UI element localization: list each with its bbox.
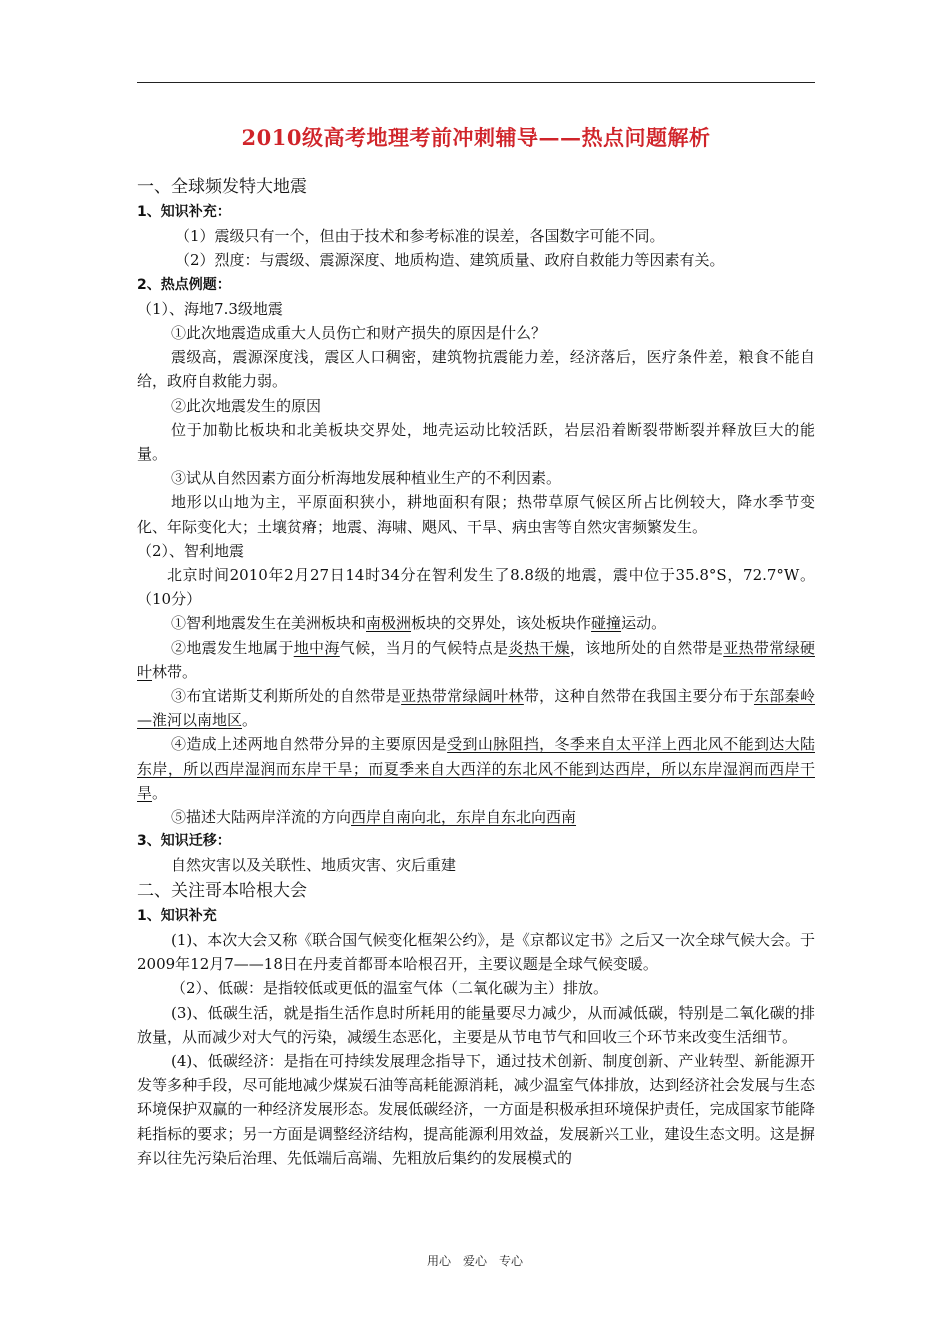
example-1-title: （1）、海地7.3级地震 [137,299,283,318]
footer-text-1: 用心 [426,1254,451,1268]
header-rule [137,82,815,83]
example-2-item-1: ①智利地震发生在美洲板块和南极洲板块的交界处，该处板块作碰撞运动。 [171,614,667,633]
example-2-item-4: ④造成上述两地自然带分异的主要原因是受到山脉阻挡，冬季来自太平洋上西北风不能到达大陆东岸，所以西岸湿润而东岸干旱；而夏季来自大西洋的东北风不能到达西岸，所以东岸湿润而西岸干旱。 [137,735,815,802]
answer-blank: 亚热带常绿阔叶林 [401,687,524,706]
example-1-question-3: ③试从自然因素方面分析海地发展种植业生产的不利因素。 [171,469,562,488]
example-1-answer-1: 震级高，震源深度浅，震区人口稠密，建筑物抗震能力差，经济落后，医疗条件差，粮食不能自给，政府自救能力弱。 [137,348,815,391]
s1-knowledge-item-1: （1）震级只有一个，但由于技术和参考标准的误差，各国数字可能不同。 [175,227,665,246]
example-2-item-2: ②地震发生地属于地中海气候，当月的气候特点是炎热干燥，该地所处的自然带是亚热带常绿硬叶林带。 [137,638,815,681]
example-2-item-3: ③布宜诺斯艾利斯所处的自然带是亚热带常绿阔叶林带，这种自然带在我国主要分布于东部秦岭—淮河以南地区。 [137,687,815,730]
s1-transfer-heading: 3、知识迁移： [137,833,231,850]
page-title: 2010级高考地理考前冲刺辅导——热点问题解析 [241,125,711,150]
example-1-question-2: ②此次地震发生的原因 [171,396,322,415]
example-2-title: （2）、智利地震 [137,541,245,560]
answer-blank: 地中海 [293,638,340,657]
section-1-heading: 一、全球频发特大地震 [137,177,307,197]
example-2-item-5: ⑤描述大陆两岸洋流的方向西岸自南向北，东岸自东北向西南 [171,808,577,827]
answer-blank: 南极洲 [366,614,412,633]
footer-text-3: 专心 [499,1254,524,1268]
s1-knowledge-heading: 1、知识补充： [137,204,231,220]
section-2-heading: 二、关注哥本哈根大会 [137,880,307,901]
page-footer [0,1252,950,1269]
s2-paragraph-4: (4)、低碳经济：是指在可持续发展理念指导下，通过技术创新、制度创新、产业转型、新能源开发等多种手段，尽可能地减少煤炭石油等高耗能源消耗，减少温室气体排放，达到经济社会发展与生态环境保护双赢的一种经济发展形态。发展低碳经济，一方面是积极承担环境保护责任，完成国家节能降耗指标的要求；另一方面是调整经济结构，提高能源利用效益，发展新兴工业，建设生态文明。这是摒弃以往先污染后治理、先低端后高端、先粗放后集约的发展模式的 [137,1051,815,1167]
footer-text-2: 爱心 [462,1254,487,1268]
document-body [137,174,815,1170]
example-1-answer-3: 地形以山地为主，平原面积狭小，耕地面积有限；热带草原气候区所占比例较大，降水季节变化、年际变化大；土壤贫瘠；地震、海啸、飓风、干旱、病虫害等自然灾害频繁发生。 [137,493,815,536]
s2-paragraph-1: (1)、本次大会又称《联合国气候变化框架公约》，是《京都议定书》之后又一次全球气候大会。于2009年12月7——18日在丹麦首都哥本哈根召开，主要议题是全球气候变暖。 [137,930,815,974]
answer-blank: 碰撞 [591,614,622,633]
s2-paragraph-2: （2）、低碳：是指较低或更低的温室气体（二氧化碳为主）排放。 [171,979,609,998]
answer-blank: 亚热带常绿硬叶 [137,638,815,681]
s1-knowledge-item-2: （2）烈度：与震级、震源深度、地质构造、建筑质量、政府自救能力等因素有关。 [175,251,725,270]
s1-examples-heading: 2、热点例题： [137,276,231,293]
answer-blank: 炎热干燥 [508,638,570,657]
s2-knowledge-heading: 1、知识补充 [137,907,217,924]
s2-paragraph-3: (3)、低碳生活，就是指生活作息时所耗用的能量要尽力减少，从而减低碳，特别是二氧化碳的排放量，从而减少对大气的污染，减缓生态恶化，主要是从节电节气和回收三个环节来改变生活细节。 [137,1003,815,1046]
answer-blank: 西岸自南向北，东岸自东北向西南 [351,808,577,827]
example-2-intro: 北京时间2010年2月27日14时34分在智利发生了8.8级的地震，震中位于35.8°S，72.7°W。（10分） [137,566,815,609]
answer-blank: 受到山脉阻挡，冬季来自太平洋上西北风不能到达大陆东岸，所以西岸湿润而东岸干旱；而夏季来自大西洋的东北风不能到达西岸，所以东岸湿润而西岸干旱 [137,735,815,802]
example-1-answer-2: 位于加勒比板块和北美板块交界处，地壳运动比较活跃，岩层沿着断裂带断裂并释放巨大的能量。 [137,420,815,464]
example-1-question-1: ①此次地震造成重大人员伤亡和财产损失的原因是什么？ [171,324,547,343]
answer-blank: 东部秦岭—淮河以南地区 [137,687,815,730]
s1-transfer-text: 自然灾害以及关联性、地质灾害、灾后重建 [171,856,457,875]
